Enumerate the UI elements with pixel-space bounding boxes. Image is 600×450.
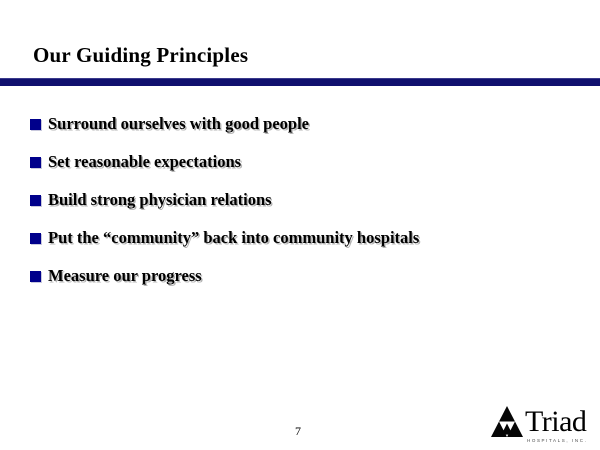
page-number: 7 [295, 424, 301, 438]
bullet-item [30, 190, 570, 211]
bullet-square-icon [30, 271, 41, 282]
bullet-text: Build strong physician relations [48, 190, 272, 209]
bullet-square-icon [30, 195, 41, 206]
bullet-text: Put the “community” back into community hospitals [48, 228, 420, 247]
bullet-text: Set reasonable expectations [48, 152, 242, 171]
slide-title: Our Guiding Principles [33, 43, 249, 67]
bullet-square-icon [30, 119, 41, 130]
triad-triangle-icon [491, 406, 523, 438]
bullet-item [30, 152, 570, 173]
triad-logo [491, 406, 587, 443]
logo-wordmark: Triad [525, 405, 587, 438]
bullet-list [30, 114, 570, 287]
bullet-square-icon [30, 157, 41, 168]
bullet-item [30, 228, 570, 249]
bullet-item [30, 114, 570, 135]
title-divider-rule [0, 78, 600, 86]
bullet-item [30, 266, 570, 287]
logo-tagline: HOSPITALS, INC. [527, 438, 588, 443]
logo-text-block [525, 406, 587, 443]
bullet-square-icon [30, 233, 41, 244]
bullet-text: Measure our progress [48, 266, 202, 285]
bullet-text: Surround ourselves with good people [48, 114, 309, 133]
